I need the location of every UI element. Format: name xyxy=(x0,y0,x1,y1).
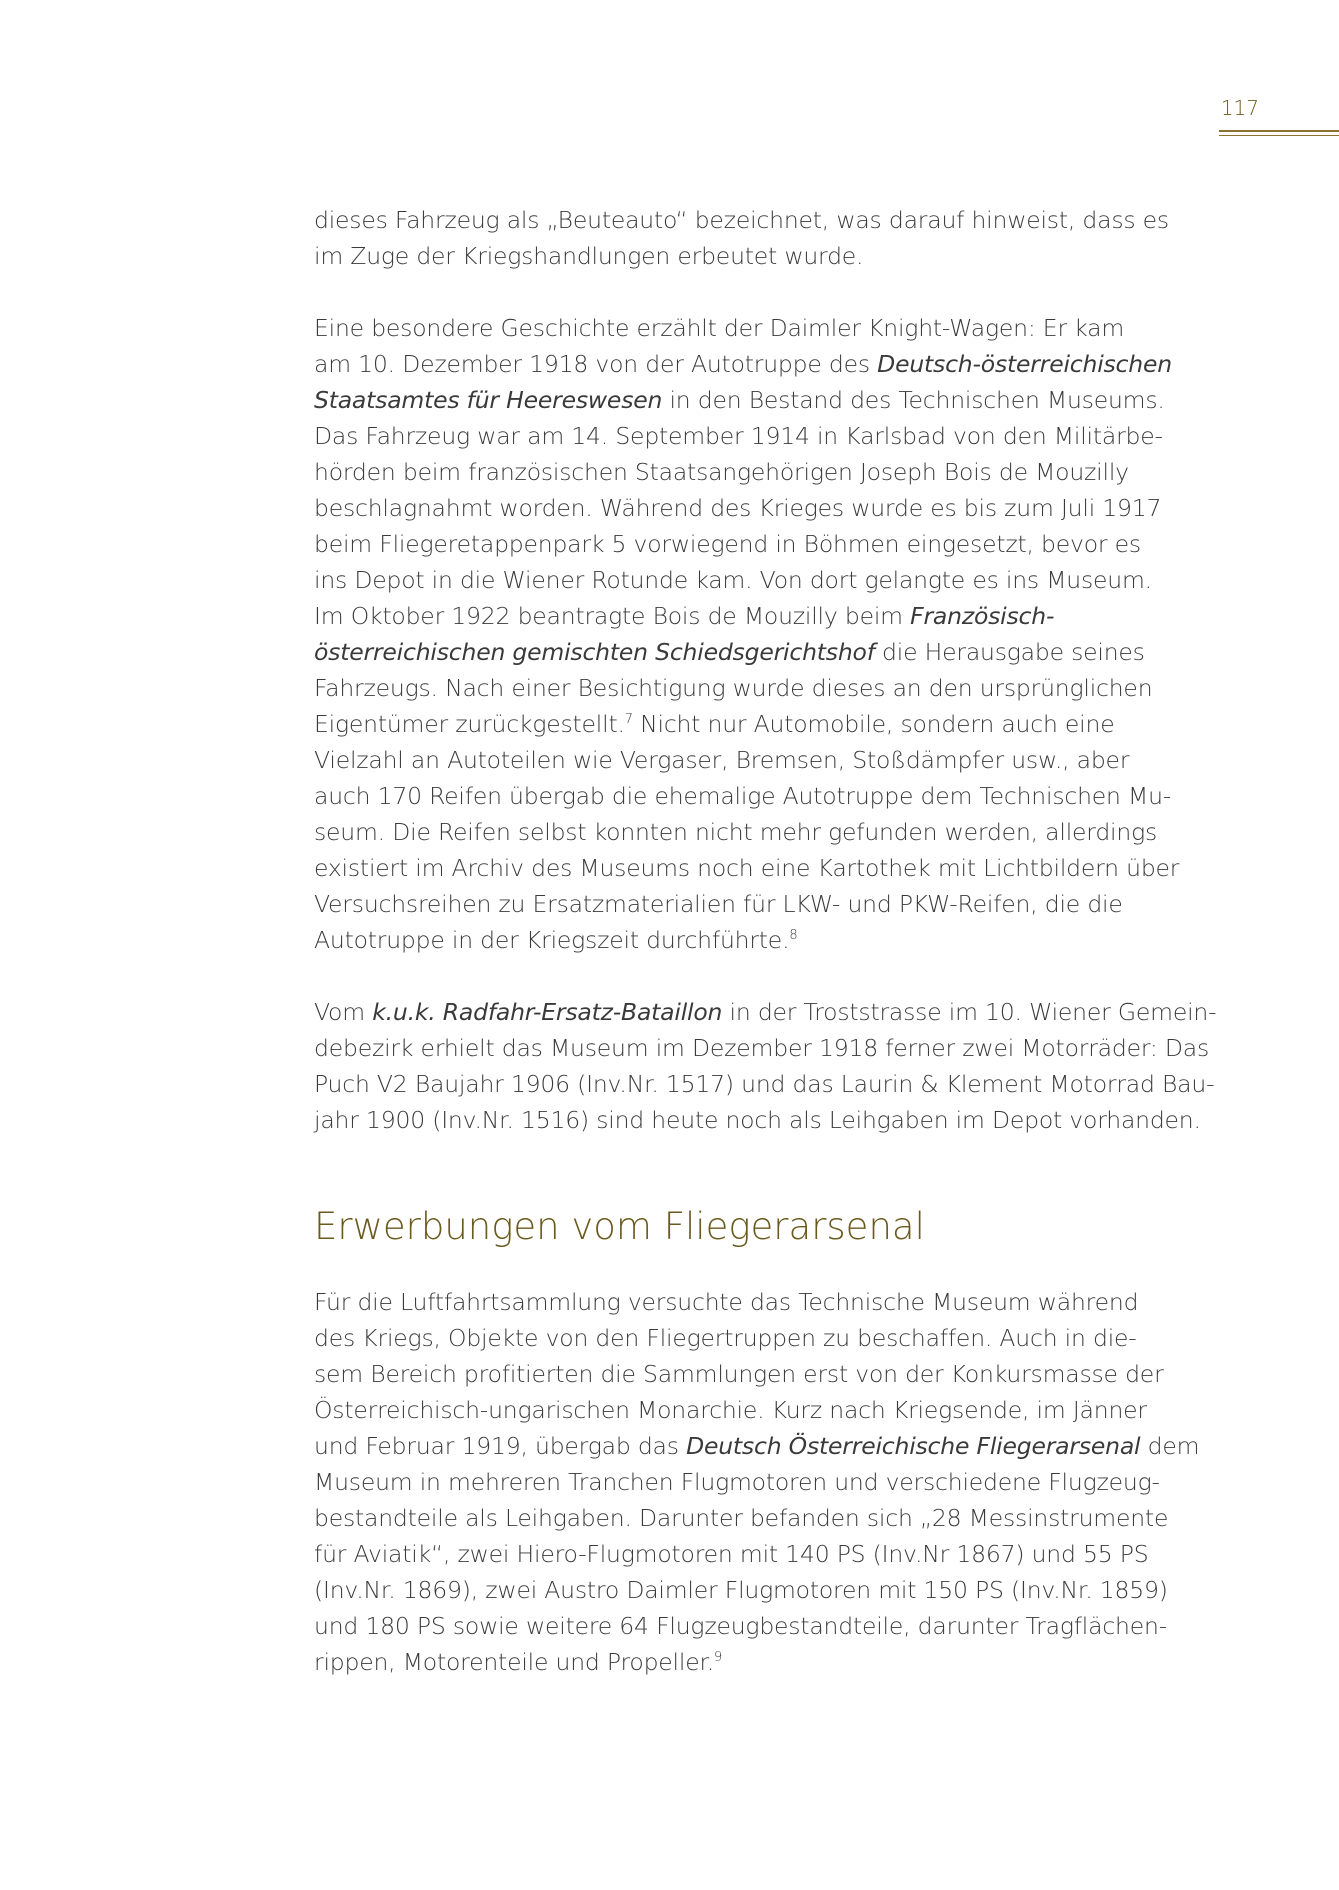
text-segment: (Inv.Nr. 1869), zwei Austro Daimler Flugmotoren mit 150 PS (Inv.Nr. 1859) xyxy=(314,1576,1168,1604)
italic-text: Deutsch Österreichische Fliegerarsenal xyxy=(686,1432,1141,1460)
text-segment: bestandteile als Leihgaben. Darunter befanden sich „28 Messinstrumente xyxy=(314,1504,1169,1532)
text-line xyxy=(314,1536,1209,1572)
text-line xyxy=(314,1500,1209,1536)
text-line xyxy=(314,382,1209,418)
text-line xyxy=(314,850,1209,886)
text-line xyxy=(314,418,1209,454)
text-line xyxy=(314,346,1209,382)
text-line xyxy=(314,1356,1209,1392)
text-segment: Österreichisch-ungarischen Monarchie. Kurz nach Kriegsende, im Jänner xyxy=(314,1396,1147,1424)
footnote-marker: 7 xyxy=(624,712,633,728)
text-segment: Museum in mehreren Tranchen Flugmotoren und verschiedene Flugzeug- xyxy=(314,1468,1160,1496)
text-line xyxy=(314,886,1209,922)
text-segment: Fahrzeugs. Nach einer Besichtigung wurde dieses an den ursprünglichen xyxy=(314,674,1153,702)
text-segment: Puch V2 Baujahr 1906 (Inv.Nr. 1517) und das Laurin & Klement Motorrad Bau- xyxy=(314,1070,1215,1098)
italic-text: Staatsamtes für Heereswesen xyxy=(314,386,663,414)
text-line xyxy=(314,1102,1209,1138)
section-body-text xyxy=(314,1284,1209,1680)
text-segment: und Februar 1919, übergab das xyxy=(314,1432,687,1460)
text-line xyxy=(314,814,1209,850)
section-heading: Erwerbungen vom Fliegerarsenal xyxy=(314,1205,925,1248)
paragraph xyxy=(314,310,1209,958)
text-line xyxy=(314,202,1209,238)
text-segment: Vielzahl an Autoteilen wie Vergaser, Bremsen, Stoßdämpfer usw., aber xyxy=(314,746,1130,774)
text-line xyxy=(314,562,1209,598)
italic-text: österreichischen gemischten Schiedsgerichtshof xyxy=(314,638,875,666)
text-line xyxy=(314,1464,1209,1500)
text-segment: seum. Die Reifen selbst konnten nicht mehr gefunden werden, allerdings xyxy=(314,818,1158,846)
text-segment: im Zuge der Kriegshandlungen erbeutet wurde. xyxy=(314,242,864,270)
text-line xyxy=(314,1066,1215,1102)
text-line xyxy=(314,490,1209,526)
paragraph xyxy=(314,1284,1209,1680)
text-segment: Vom xyxy=(314,998,373,1026)
text-line xyxy=(314,1284,1209,1320)
text-line xyxy=(314,238,1209,274)
text-line xyxy=(314,526,1209,562)
text-segment: Eine besondere Geschichte erzählt der Daimler Knight-Wagen: Er kam xyxy=(314,314,1125,342)
text-segment: Das Fahrzeug war am 14. September 1914 in Karlsbad von den Militärbe- xyxy=(314,422,1163,450)
text-segment: Für die Luftfahrtsammlung versuchte das Technische Museum während xyxy=(314,1288,1139,1316)
text-line xyxy=(314,778,1209,814)
text-segment: beim Fliegeretappenpark 5 vorwiegend in Böhmen eingesetzt, bevor es xyxy=(314,530,1141,558)
text-segment: beschlagnahmt worden. Während des Krieges wurde es bis zum Juli 1917 xyxy=(314,494,1162,522)
header-rule-thick xyxy=(1219,130,1339,132)
text-line xyxy=(314,670,1209,706)
text-line xyxy=(314,922,1209,958)
text-line xyxy=(314,454,1209,490)
text-segment: in den Bestand des Technischen Museums. xyxy=(662,386,1165,414)
text-segment: am 10. Dezember 1918 von der Autotruppe des xyxy=(314,350,878,378)
paragraph xyxy=(314,202,1209,274)
text-segment: existiert im Archiv des Museums noch eine Kartothek mit Lichtbildern über xyxy=(314,854,1180,882)
text-segment: jahr 1900 (Inv.Nr. 1516) sind heute noch als Leihgaben im Depot vorhanden. xyxy=(314,1106,1201,1134)
text-segment: in der Troststrasse im 10. Wiener Gemein- xyxy=(722,998,1217,1026)
text-segment: dem xyxy=(1140,1432,1200,1460)
text-segment: Nicht nur Automobile, sondern auch eine xyxy=(632,710,1115,738)
page-number: 117 xyxy=(1220,96,1259,120)
text-line xyxy=(314,1428,1209,1464)
text-segment: Im Oktober 1922 beantragte Bois de Mouzilly beim xyxy=(314,602,911,630)
text-segment: debezirk erhielt das Museum im Dezember 1918 ferner zwei Motorräder: Das xyxy=(314,1034,1210,1062)
text-segment: sem Bereich profitierten die Sammlungen erst von der Konkursmasse der xyxy=(314,1360,1164,1388)
text-segment: ins Depot in die Wiener Rotunde kam. Von dort gelangte es ins Museum. xyxy=(314,566,1152,594)
text-segment: hörden beim französischen Staatsangehörigen Joseph Bois de Mouzilly xyxy=(314,458,1129,486)
text-line xyxy=(314,706,1209,742)
text-line xyxy=(314,1320,1209,1356)
text-line xyxy=(314,310,1209,346)
text-line xyxy=(314,1608,1209,1644)
text-line xyxy=(314,1572,1209,1608)
text-line xyxy=(314,634,1209,670)
text-segment: Eigentümer zurückgestellt. xyxy=(314,710,625,738)
body-text xyxy=(314,202,1217,1138)
text-segment: die Herausgabe seines xyxy=(874,638,1145,666)
text-line xyxy=(314,1644,1209,1680)
text-segment: rippen, Motorenteile und Propeller. xyxy=(314,1648,715,1676)
text-segment: auch 170 Reifen übergab die ehemalige Autotruppe dem Technischen Mu- xyxy=(314,782,1172,810)
text-segment: für Aviatik“, zwei Hiero-Flugmotoren mit 140 PS (Inv.Nr 1867) und 55 PS xyxy=(314,1540,1149,1568)
header-rule-thin xyxy=(1219,135,1339,136)
text-segment: dieses Fahrzeug als „Beuteauto“ bezeichnet, was darauf hinweist, dass es xyxy=(314,206,1169,234)
paragraph xyxy=(314,994,1217,1138)
page-body xyxy=(314,202,1217,1716)
text-line xyxy=(314,598,1209,634)
italic-text: Französisch- xyxy=(910,602,1055,630)
text-line xyxy=(314,742,1209,778)
italic-text: Deutsch-österreichischen xyxy=(877,350,1172,378)
text-line xyxy=(314,994,1217,1030)
text-segment: Autotruppe in der Kriegszeit durchführte. xyxy=(314,926,790,954)
text-line xyxy=(314,1030,1209,1066)
italic-text: k.u.k. Radfahr-Ersatz-Bataillon xyxy=(372,998,723,1026)
text-segment: des Kriegs, Objekte von den Fliegertruppen zu beschaffen. Auch in die- xyxy=(314,1324,1137,1352)
text-segment: Versuchsreihen zu Ersatzmaterialien für LKW- und PKW-Reifen, die die xyxy=(314,890,1123,918)
text-segment: und 180 PS sowie weitere 64 Flugzeugbestandteile, darunter Tragflächen- xyxy=(314,1612,1167,1640)
footnote-marker: 8 xyxy=(789,928,798,944)
text-line xyxy=(314,1392,1209,1428)
footnote-marker: 9 xyxy=(714,1650,723,1666)
